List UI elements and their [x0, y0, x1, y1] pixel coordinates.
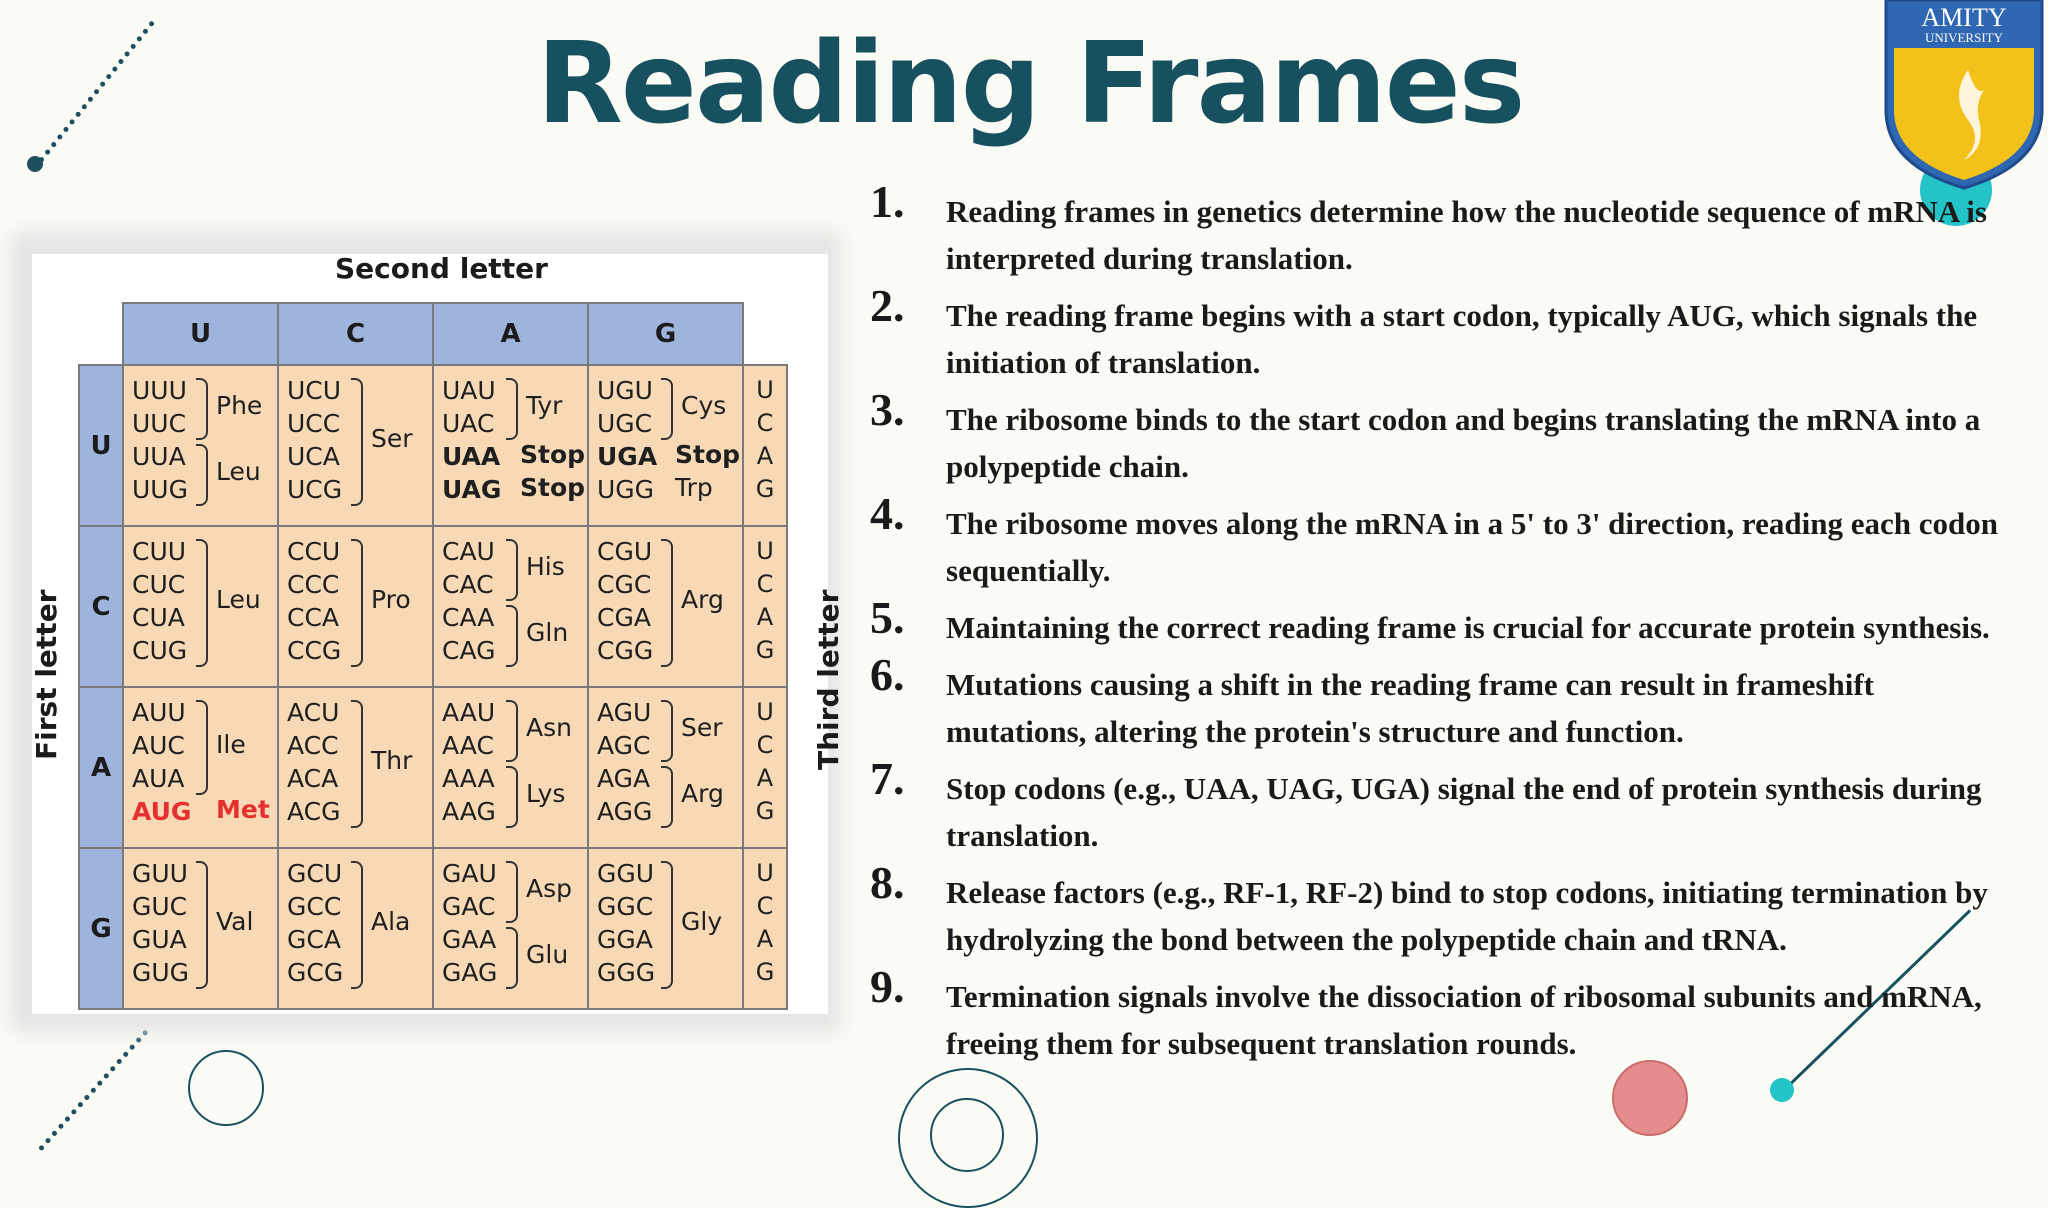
first-letter-header: A — [78, 686, 124, 849]
second-letter-header: A — [432, 302, 589, 366]
codon: UCG — [287, 475, 343, 504]
amino-acid: Trp — [675, 473, 713, 502]
amity-university-logo — [1880, 0, 2048, 190]
list-text: Stop codons (e.g., UAA, UAG, UGA) signal the end of protein synthesis during translation. — [946, 771, 1982, 853]
codon: CCU — [287, 537, 341, 566]
third-letter: A — [756, 603, 774, 631]
list-item — [870, 386, 2020, 490]
amino-acid: Thr — [371, 746, 413, 775]
codon: ACG — [287, 797, 341, 826]
codon: UUG — [132, 475, 188, 504]
list-item — [870, 282, 2020, 386]
codon: AAC — [442, 731, 494, 760]
teal-dot-decoration — [1770, 1078, 1794, 1102]
codon: AUU — [132, 698, 186, 727]
first-letter-header: U — [78, 364, 124, 527]
third-letter: C — [756, 892, 774, 920]
amino-acid: Ser — [681, 713, 723, 742]
codon-group-brace — [196, 378, 208, 440]
codon: AUG — [132, 797, 192, 826]
codon-group-brace — [506, 605, 518, 667]
amino-acid: Ser — [371, 424, 413, 453]
amino-acid: Glu — [526, 940, 569, 969]
third-letter: A — [756, 764, 774, 792]
third-letter: C — [756, 731, 774, 759]
codon: AAA — [442, 764, 495, 793]
second-letter-header: G — [587, 302, 744, 366]
list-item — [870, 859, 2020, 963]
codon: AGU — [597, 698, 652, 727]
logo-title: AMITY — [1921, 3, 2007, 32]
logo-subtitle: UNIVERSITY — [1925, 30, 2003, 45]
pink-circle-decoration — [1612, 1060, 1688, 1136]
list-text: The ribosome moves along the mRNA in a 5' to 3' direction, reading each codon sequentially. — [946, 506, 1998, 588]
codon: AUA — [132, 764, 185, 793]
codon: UCC — [287, 409, 341, 438]
list-text: Termination signals involve the dissociation of ribosomal subunits and mRNA, freeing them for subsequent translation rounds. — [946, 979, 1982, 1061]
codon: UCA — [287, 442, 340, 471]
amino-acid: Stop — [520, 473, 586, 502]
list-item — [870, 490, 2020, 594]
amino-acid: Arg — [681, 585, 724, 614]
codon-group-brace — [196, 861, 208, 989]
list-number: 2. — [870, 280, 905, 331]
list-number: 1. — [870, 176, 905, 227]
codon: GUC — [132, 892, 188, 921]
circle-decoration — [188, 1050, 264, 1126]
codon: UAG — [442, 475, 502, 504]
third-letter: C — [756, 570, 774, 598]
list-number: 6. — [870, 649, 905, 700]
codon: CCG — [287, 636, 342, 665]
codon: CAC — [442, 570, 494, 599]
amino-acid: Phe — [216, 391, 263, 420]
codon: CGC — [597, 570, 652, 599]
list-number: 3. — [870, 384, 905, 435]
list-text: Release factors (e.g., RF-1, RF-2) bind to stop codons, initiating termination by hydrolyzing the bond between the polypeptide chain and tRNA. — [946, 875, 1988, 957]
codon: AUC — [132, 731, 185, 760]
codon: UAU — [442, 376, 496, 405]
codon-group-brace — [661, 378, 673, 440]
amino-acid: Cys — [681, 391, 727, 420]
list-number: 4. — [870, 488, 905, 539]
points-list — [870, 178, 2020, 1067]
list-number: 9. — [870, 961, 905, 1012]
codon: CAU — [442, 537, 495, 566]
codon-group-brace — [506, 700, 518, 762]
list-item — [870, 178, 2020, 282]
amino-acid: Ala — [371, 907, 411, 936]
list-item — [870, 651, 2020, 755]
amino-acid: Stop — [520, 440, 586, 469]
third-letter: A — [756, 925, 774, 953]
codon-group-brace — [506, 861, 518, 923]
codon: GCG — [287, 958, 344, 987]
codon: CCC — [287, 570, 340, 599]
list-item — [870, 594, 2020, 651]
codon: GUA — [132, 925, 187, 954]
codon: UAC — [442, 409, 495, 438]
circle-decoration-inner — [930, 1098, 1004, 1172]
codon: AAG — [442, 797, 496, 826]
second-letter-label: Second letter — [335, 252, 548, 285]
codon-group-brace — [351, 378, 363, 506]
codon-group-brace — [196, 539, 208, 667]
amino-acid: Pro — [371, 585, 411, 614]
codon: ACA — [287, 764, 339, 793]
codon: CAG — [442, 636, 496, 665]
page-title: Reading Frames — [536, 19, 1524, 149]
amino-acid: Asn — [526, 713, 572, 742]
amino-acid: Lys — [526, 779, 566, 808]
amino-acid: Asp — [526, 874, 572, 903]
third-letter: G — [755, 797, 775, 825]
third-letter: G — [755, 636, 775, 664]
third-letter: G — [755, 958, 775, 986]
codon-group-brace — [661, 861, 673, 989]
codon: CUA — [132, 603, 185, 632]
list-text: The ribosome binds to the start codon and begins translating the mRNA into a polypeptide chain. — [946, 402, 1981, 484]
third-letter: U — [756, 376, 774, 404]
codon: GAC — [442, 892, 496, 921]
codon: GAG — [442, 958, 498, 987]
codon: AGC — [597, 731, 651, 760]
codon: AAU — [442, 698, 496, 727]
second-letter-header: C — [277, 302, 434, 366]
third-letter-label: Third letter — [812, 589, 845, 770]
codon: UGA — [597, 442, 658, 471]
list-text: Mutations causing a shift in the reading frame can result in frameshift mutations, altering the protein's structure and function. — [946, 667, 1874, 749]
codon: GGU — [597, 859, 655, 888]
amino-acid: Gly — [681, 907, 723, 936]
codon: ACU — [287, 698, 340, 727]
list-text: Maintaining the correct reading frame is crucial for accurate protein synthesis. — [946, 610, 1990, 645]
amino-acid: Tyr — [526, 391, 563, 420]
codon: AGA — [597, 764, 651, 793]
codon: AGG — [597, 797, 653, 826]
list-number: 8. — [870, 857, 905, 908]
third-letter: U — [756, 698, 774, 726]
codon: GGG — [597, 958, 656, 987]
codon-group-brace — [351, 861, 363, 989]
codon: UGC — [597, 409, 653, 438]
codon: CGG — [597, 636, 654, 665]
codon-group-brace — [661, 539, 673, 667]
list-text: The reading frame begins with a start codon, typically AUG, which signals the initiation of translation. — [946, 298, 1978, 380]
amino-acid: Gln — [526, 618, 569, 647]
codon: CUG — [132, 636, 188, 665]
list-item — [870, 755, 2020, 859]
amino-acid: Stop — [675, 440, 741, 469]
first-letter-label: First letter — [30, 589, 63, 760]
amino-acid: Arg — [681, 779, 724, 808]
codon-group-brace — [661, 700, 673, 762]
third-letter: G — [755, 475, 775, 503]
codon: UUA — [132, 442, 186, 471]
codon: GAA — [442, 925, 497, 954]
codon-group-brace — [506, 766, 518, 828]
codon: GCC — [287, 892, 342, 921]
codon: CUU — [132, 537, 187, 566]
codon: CAA — [442, 603, 495, 632]
codon: UUU — [132, 376, 187, 405]
amino-acid: Val — [216, 907, 254, 936]
third-letter: U — [756, 537, 774, 565]
third-letter: A — [756, 442, 774, 470]
codon: UUC — [132, 409, 187, 438]
codon: GGC — [597, 892, 654, 921]
codon: GAU — [442, 859, 497, 888]
codon: UGG — [597, 475, 655, 504]
codon-group-brace — [351, 700, 363, 828]
amino-acid: Met — [216, 795, 270, 824]
first-letter-header: G — [78, 847, 124, 1010]
dotted-line-decoration — [38, 20, 155, 163]
list-number: 5. — [870, 592, 905, 643]
codon: GCA — [287, 925, 341, 954]
dot-decoration — [27, 156, 43, 172]
third-letter: C — [756, 409, 774, 437]
codon: CUC — [132, 570, 186, 599]
codon-group-brace — [661, 766, 673, 828]
codon: UCU — [287, 376, 342, 405]
dotted-line-decoration-bottom — [38, 1029, 149, 1151]
codon: GUG — [132, 958, 190, 987]
codon: ACC — [287, 731, 339, 760]
amino-acid: His — [526, 552, 565, 581]
amino-acid: Ile — [216, 729, 246, 759]
codon-group-brace — [196, 444, 208, 506]
amino-acid: Leu — [216, 457, 261, 486]
list-number: 7. — [870, 753, 905, 804]
amino-acid: Leu — [216, 585, 261, 614]
codon: UGU — [597, 376, 653, 405]
codon: CCA — [287, 603, 340, 632]
codon-group-brace — [351, 539, 363, 667]
codon: UAA — [442, 442, 501, 471]
codon: GGA — [597, 925, 653, 954]
list-item — [870, 963, 2020, 1067]
codon: CGU — [597, 537, 653, 566]
first-letter-header: C — [78, 525, 124, 688]
list-text: Reading frames in genetics determine how the nucleotide sequence of mRNA is interpreted during translation. — [946, 194, 1987, 276]
codon-group-brace — [506, 378, 518, 440]
codon-group-brace — [196, 700, 208, 795]
codon: GUU — [132, 859, 188, 888]
codon-group-brace — [506, 927, 518, 989]
third-letter: U — [756, 859, 774, 887]
codon: GCU — [287, 859, 343, 888]
second-letter-header: U — [122, 302, 279, 366]
codon-group-brace — [506, 539, 518, 601]
codon: CGA — [597, 603, 651, 632]
